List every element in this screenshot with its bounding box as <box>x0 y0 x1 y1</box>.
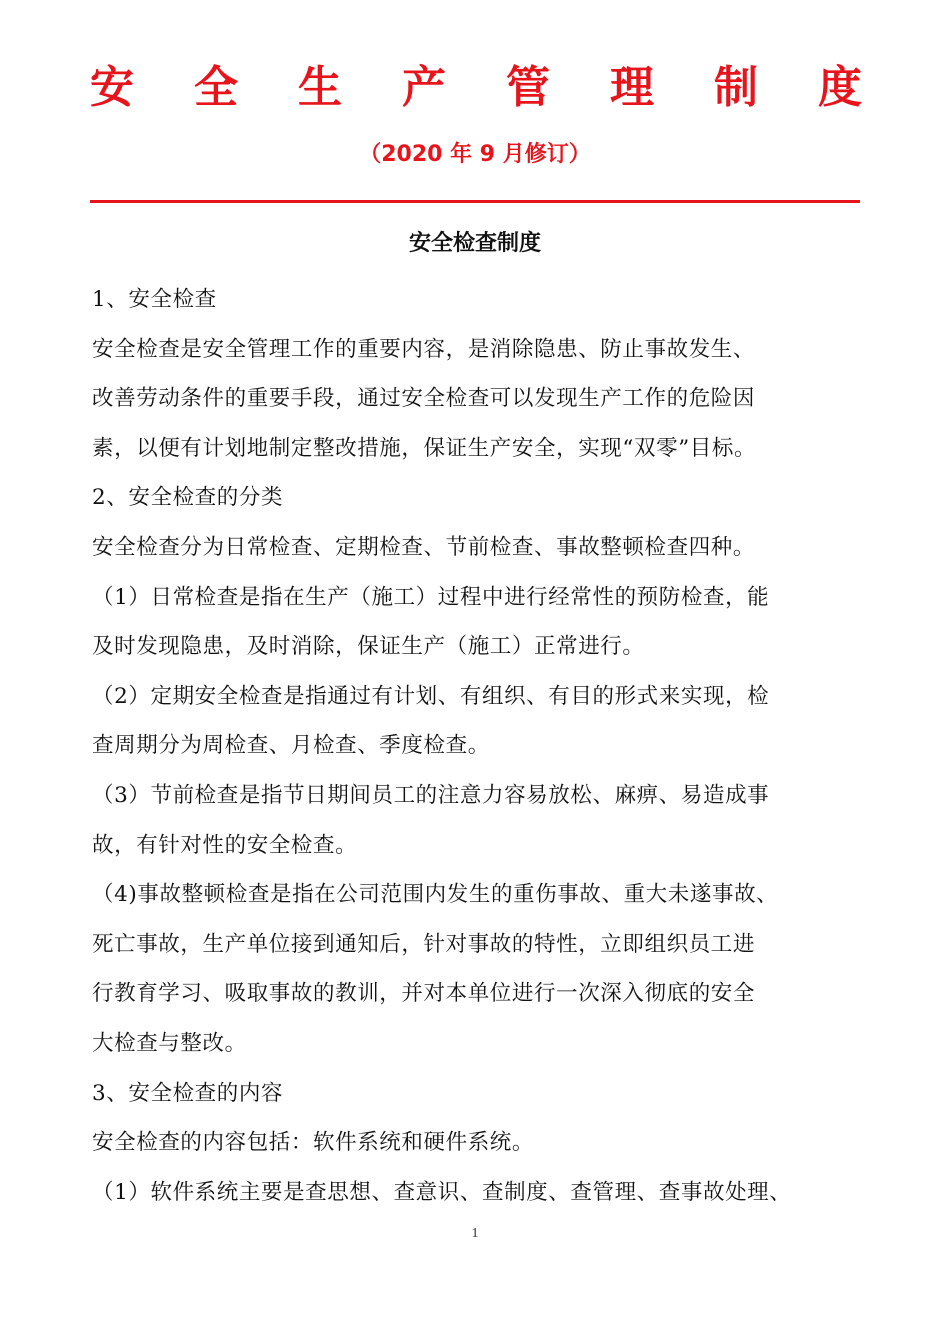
title-char: 安 <box>90 62 134 113</box>
page-number: 1 <box>471 1226 479 1241</box>
text-line: 安全检查分为日常检查、定期检查、节前检查、事故整顿检查四种。 <box>92 534 756 560</box>
document-title <box>90 58 862 118</box>
text-line: 1、安全检查 <box>92 287 217 312</box>
text-line: （1）日常检查是指在生产（施工）过程中进行经常性的预防检查，能 <box>92 584 770 610</box>
text-line: （3）节前检查是指节日期间员工的注意力容易放松、麻痹、易造成事 <box>92 782 770 808</box>
text-line: 故，有针对性的安全检查。 <box>92 832 358 858</box>
text-line: 死亡事故，生产单位接到通知后，针对事故的特性，立即组织员工进 <box>92 931 756 957</box>
text-line: 素，以便有计划地制定整改措施，保证生产安全，实现“双零”目标。 <box>92 435 757 461</box>
text-line: （2）定期安全检查是指通过有计划、有组织、有目的形式来实现，检 <box>92 683 770 709</box>
title-char: 产 <box>402 62 446 113</box>
text-line: 3、安全检查的内容 <box>92 1080 284 1106</box>
text-line: 安全检查的内容包括：软件系统和硬件系统。 <box>92 1130 535 1156</box>
text-line: （4)事故整顿检查是指在公司范围内发生的重伤事故、重大未遂事故、 <box>92 882 779 908</box>
text-line: （1）软件系统主要是查思想、查意识、查制度、查管理、查事故处理、 <box>92 1179 792 1205</box>
title-divider <box>90 200 860 203</box>
title-char: 度 <box>818 62 862 113</box>
title-char: 全 <box>194 62 238 113</box>
revision-subtitle: （2020 年 9 月修订） <box>359 142 591 167</box>
text-line: 改善劳动条件的重要手段，通过安全检查可以发现生产工作的危险因 <box>92 386 756 412</box>
title-char: 生 <box>298 62 342 113</box>
title-char: 管 <box>506 62 550 113</box>
title-char: 理 <box>610 62 654 113</box>
section-heading: 安全检查制度 <box>408 231 541 256</box>
text-line: 大检查与整改。 <box>92 1030 247 1056</box>
text-line: 行教育学习、吸取事故的教训，并对本单位进行一次深入彻底的安全 <box>92 981 756 1007</box>
text-line: 2、安全检查的分类 <box>92 485 284 511</box>
text-line: 及时发现隐患，及时消除，保证生产（施工）正常进行。 <box>92 634 645 660</box>
title-char: 制 <box>714 62 758 113</box>
text-line: 查周期分为周检查、月检查、季度检查。 <box>92 733 490 759</box>
text-line: 安全检查是安全管理工作的重要内容，是消除隐患、防止事故发生、 <box>92 336 756 362</box>
body-text <box>92 275 868 1217</box>
